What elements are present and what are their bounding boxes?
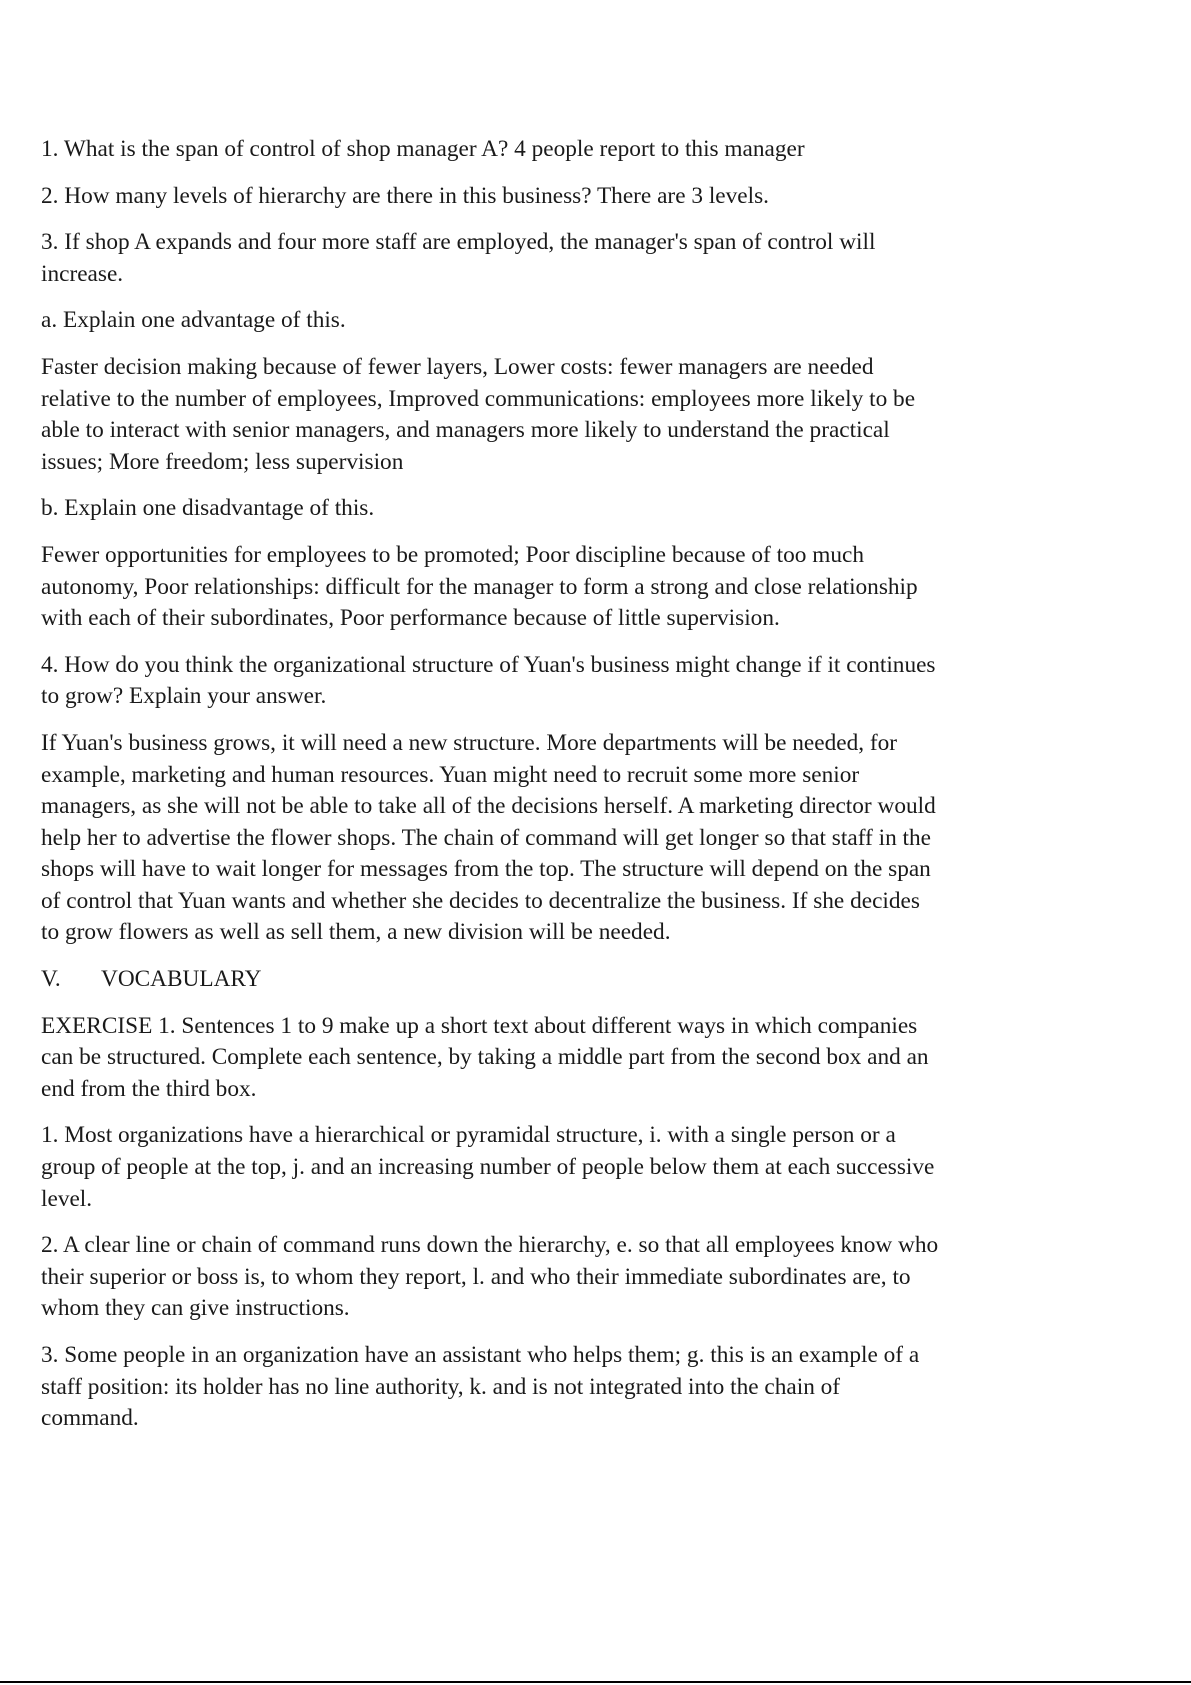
- exercise-sentence-1: 1. Most organizations have a hierarchical or pyramidal structure, i. with a single person or a group of people at the top, j. and an increasing number of people below them at each successive level.: [41, 1122, 935, 1212]
- question-3a: a. Explain one advantage of this.: [41, 307, 346, 334]
- section-heading: [41, 964, 941, 996]
- question-3: 3. If shop A expands and four more staff are employed, the manager's span of control will increase.: [41, 229, 876, 287]
- question-1: 1. What is the span of control of shop manager A? 4 people report to this manager: [41, 136, 805, 162]
- question-4: 4. How do you think the organizational structure of Yuan's business might change if it continues to grow? Explain your answer.: [41, 651, 936, 710]
- page-bottom-rule: [0, 1681, 1191, 1683]
- question-2: 2. How many levels of hierarchy are there in this business? There are 3 levels.: [41, 182, 769, 209]
- exercise-intro: EXERCISE 1. Sentences 1 to 9 make up a short text about different ways in which companies can be structured. Complete each sentence, by taking a middle part from the second box and an end from the third box.: [41, 1012, 929, 1102]
- answer-4: If Yuan's business grows, it will need a new structure. More departments will be needed, for example, marketing and human resources. Yuan might need to recruit some more senior managers, as she will not be able to take all of the decisions herself. A marketing director would help her to advertise the flower shops. The chain of command will get longer so that staff in the shops will have to wait longer for messages from the top. The structure will depend on the span of control that Yuan wants and whether she decides to decentralize the business. If she decides to grow flowers as well as sell them, a new division will be needed.: [41, 729, 936, 946]
- exercise-sentence-2: 2. A clear line or chain of command runs down the hierarchy, e. so that all employees know who their superior or boss is, to whom they report, l. and who their immediate subordinates are, to whom they can give instructions.: [41, 1232, 939, 1322]
- question-3b: b. Explain one disadvantage of this.: [41, 495, 375, 522]
- answer-3a: Faster decision making because of fewer layers, Lower costs: fewer managers are needed relative to the number of employees, Improved communications: employees more likely to be able to interact with senior managers, and managers more likely to understand the practical issues; More freedom; less supervision: [41, 353, 916, 475]
- section-numeral: V.: [41, 966, 61, 993]
- answer-3b: Fewer opportunities for employees to be promoted; Poor discipline because of too much autonomy, Poor relationships: difficult for the manager to form a strong and close relationship with each of their subordinates, Poor performance because of little supervision.: [41, 541, 918, 632]
- document-page: [41, 134, 941, 1450]
- exercise-sentence-3: 3. Some people in an organization have an assistant who helps them; g. this is an example of a staff position: its holder has no line authority, k. and is not integrated into the chain of command.: [41, 1342, 920, 1432]
- section-title: VOCABULARY: [101, 966, 262, 993]
